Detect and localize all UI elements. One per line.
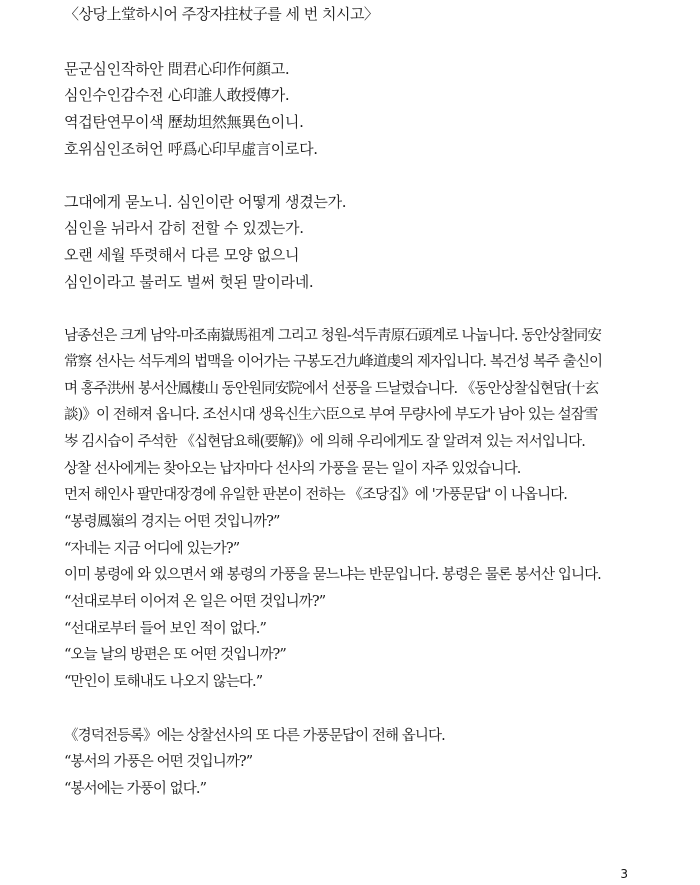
verse-translation-line: 심인이라고 불러도 벌써 헛된 말이라네.	[64, 273, 314, 291]
commentary-line: 남종선은 크게 남악-마조南嶽馬祖계 그리고 청원-석두靑原石頭계로 나눕니다. 동안상찰同安	[64, 328, 601, 344]
verse-original-line: 호위심인조허언 呼爲心印早虛言이로다.	[64, 140, 318, 158]
page-number: 3	[620, 867, 628, 881]
verse-translation-line: 그대에게 묻노니. 심인이란 어떻게 생겼는가.	[64, 193, 347, 211]
commentary-line: 먼저 해인사 팔만대장경에 유일한 판본이 전하는 《조당집》에 '가풍문답' 이 나옵니다.	[64, 487, 567, 503]
dialogue-line: “봉서에는 가풍이 없다.”	[64, 781, 207, 797]
dialogue-line: “오늘 날의 방편은 또 어떤 것입니까?”	[64, 647, 286, 663]
dialogue-line: “봉령鳳嶺의 경지는 어떤 것입니까?”	[64, 514, 280, 530]
verse-original-line: 역겁탄연무이색 歷劫坦然無異色이니.	[64, 113, 304, 131]
dialogue-line: “선대로부터 들어 보인 적이 없다.”	[64, 621, 266, 637]
dialogue-line: “자네는 지금 어디에 있는가?”	[64, 541, 240, 557]
dialogue-line: “선대로부터 이어져 온 일은 어떤 것입니까?”	[64, 594, 326, 610]
commentary-line: 이미 봉령에 와 있으면서 왜 봉령의 가풍을 묻느냐는 반문입니다. 봉령은 물론 봉서산 입니다.	[64, 567, 601, 583]
commentary-line: 常察 선사는 석두계의 법맥을 이어가는 구봉도건九峰道虔의 제자입니다. 복건성 복주 출신이	[64, 354, 603, 370]
verse-translation-line: 오랜 세월 뚜렷해서 다른 모양 없으니	[64, 246, 300, 264]
commentary-line: 岑 김시습이 주석한 《십현담요해(要解)》에 의해 우리에게도 잘 알려져 있는 저서입니다.	[64, 434, 585, 450]
verse-original-line: 심인수인감수전 心印誰人敢授傳가.	[64, 86, 290, 104]
verse-original-line: 문군심인작하안 問君心印作何顔고.	[64, 60, 290, 78]
commentary-line: 상찰 선사에게는 찾아오는 납자마다 선사의 가풍을 묻는 일이 자주 있었습니다.	[64, 461, 521, 477]
dharma-talk-heading: 〈상당上堂하시어 주장자拄杖子를 세 번 치시고〉	[64, 5, 379, 23]
closing-line: 《경덕전등록》에는 상찰선사의 또 다른 가풍문답이 전해 옵니다.	[64, 728, 445, 744]
commentary-line: 며 홍주洪州 봉서산鳳棲山 동안원同安院에서 선풍을 드날렸습니다. 《동안상찰십현담(十玄	[64, 381, 599, 397]
commentary-line: 談)》이 전해져 옵니다. 조선시대 생육신生六臣으로 부여 무량사에 부도가 남아 있는 설잠雪	[64, 407, 598, 423]
dialogue-line: “만인이 토해내도 나오지 않는다.”	[64, 674, 263, 690]
dialogue-line: “봉서의 가풍은 어떤 것입니까?”	[64, 754, 253, 770]
verse-translation-line: 심인을 뉘라서 감히 전할 수 있겠는가.	[64, 219, 304, 237]
